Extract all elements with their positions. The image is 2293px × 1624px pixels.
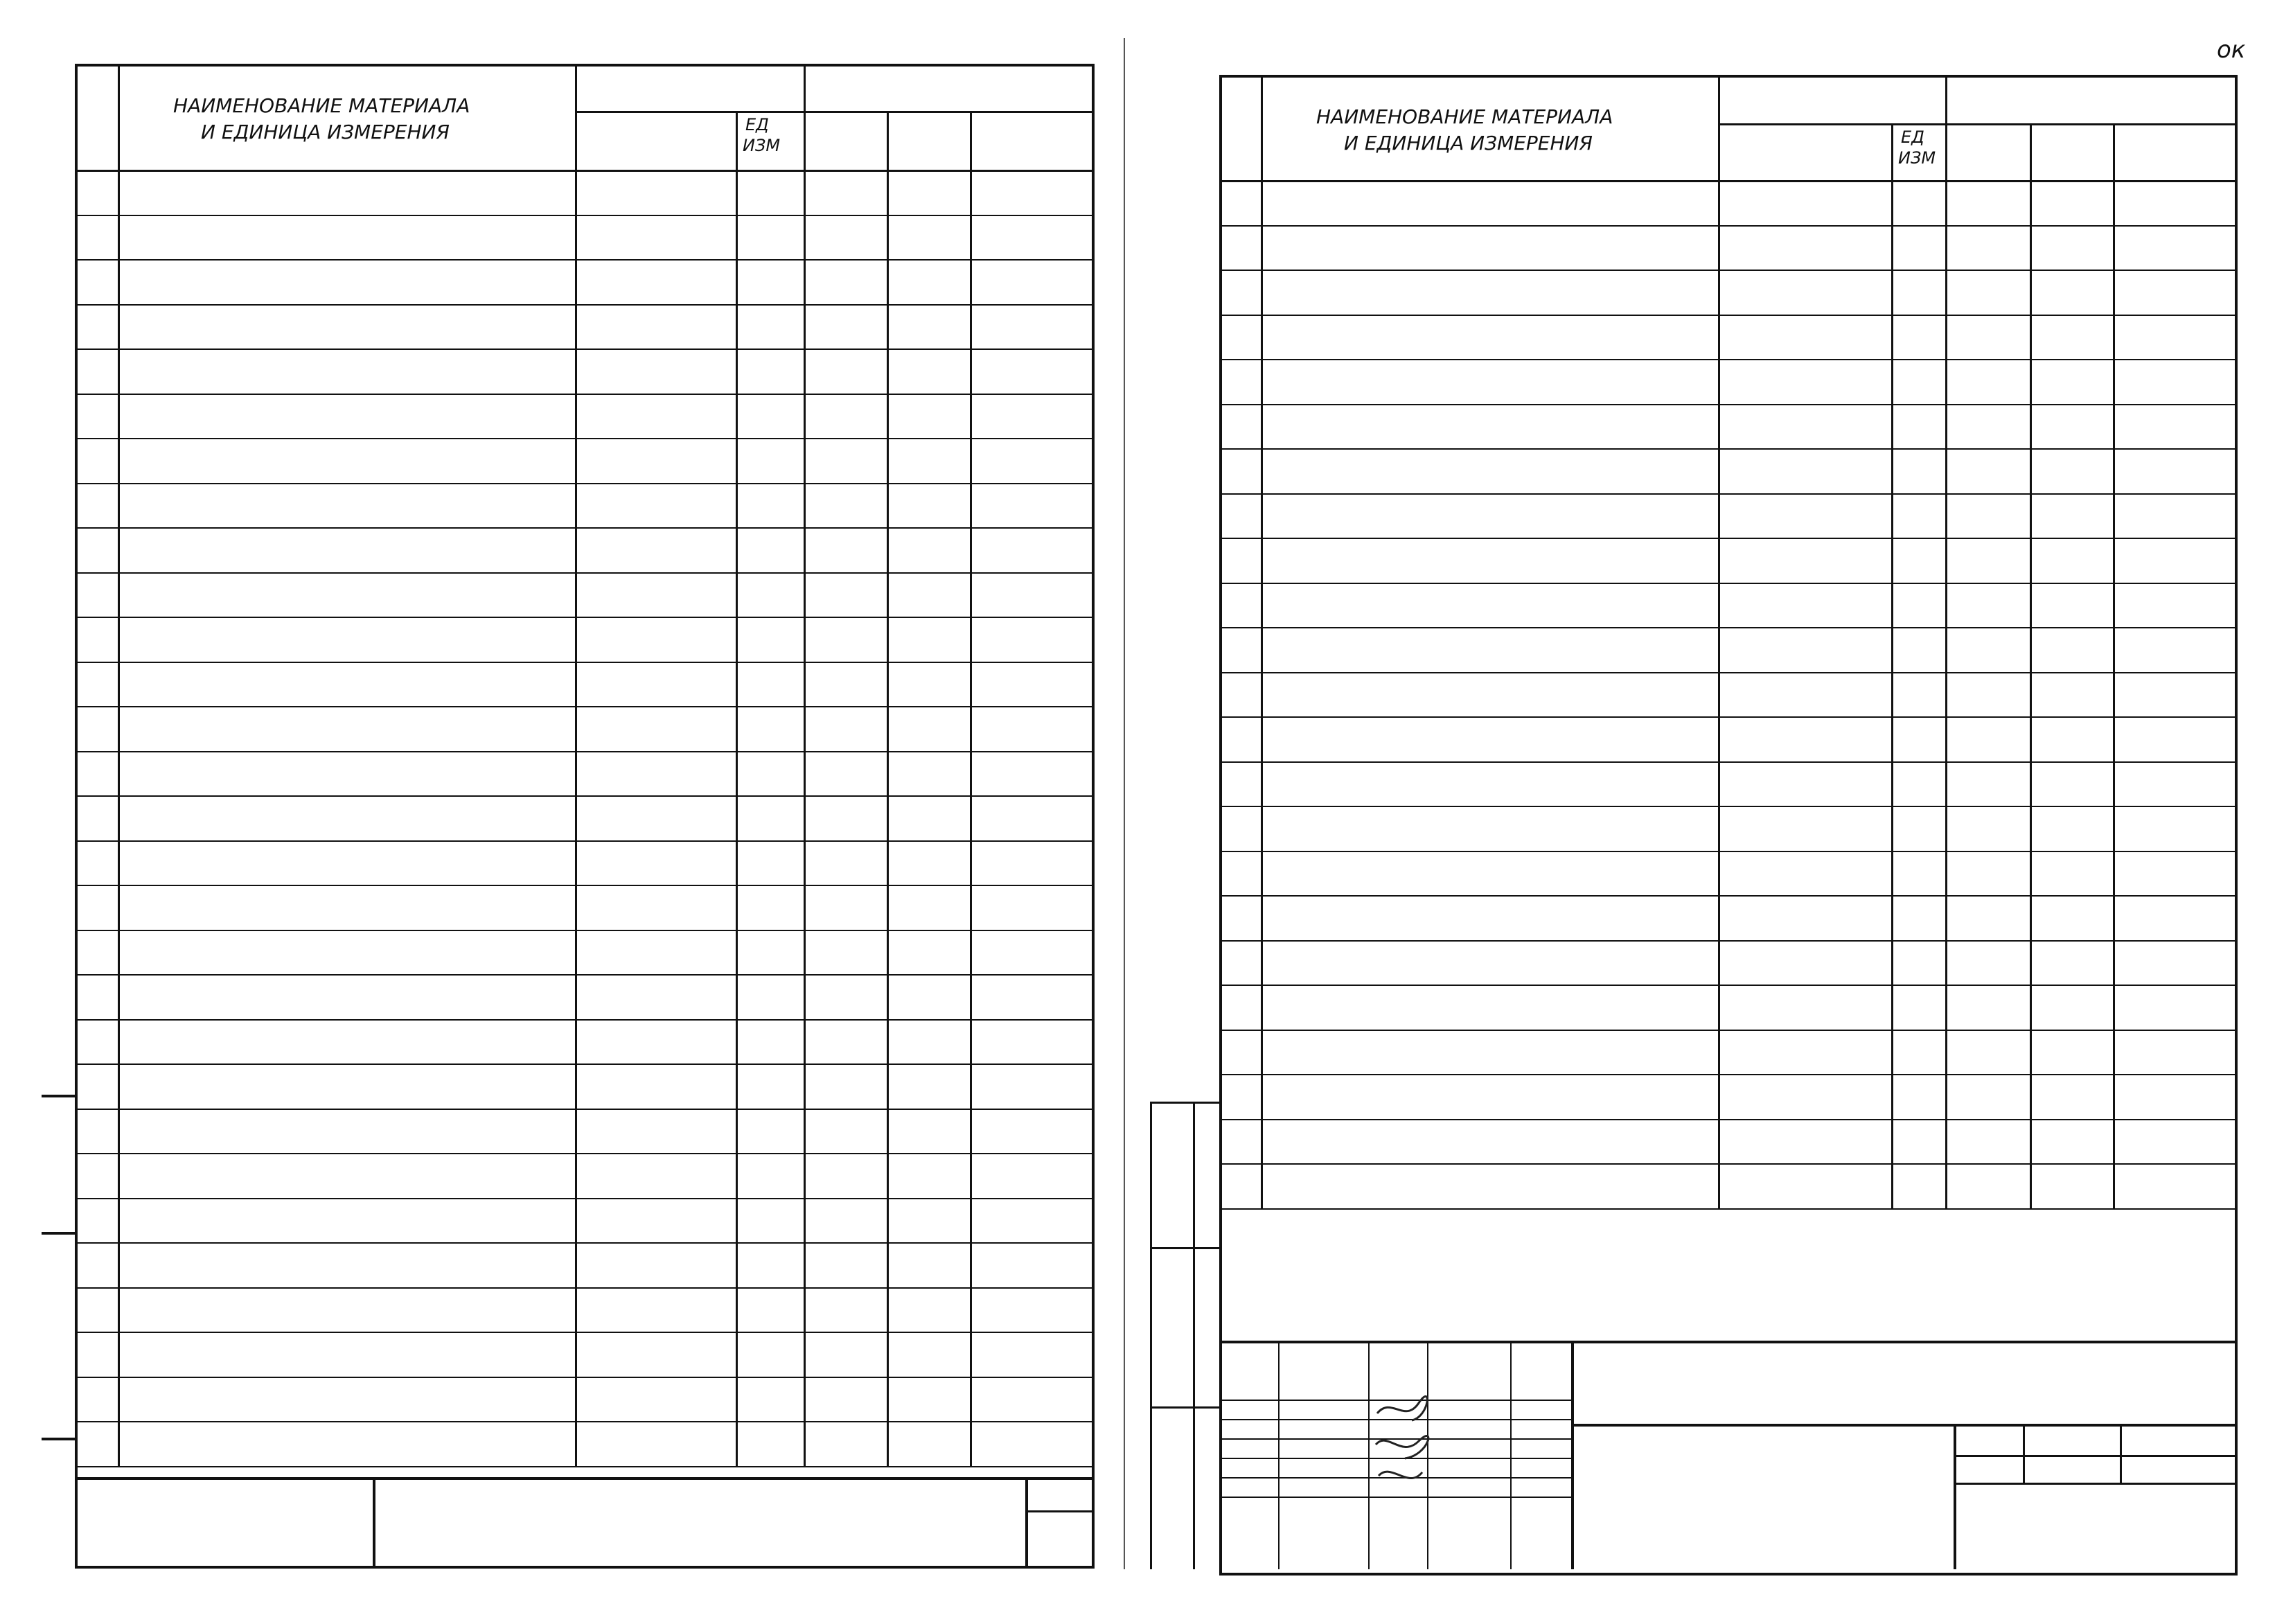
corner-mark: ок	[2217, 36, 2246, 64]
grid-line-h	[75, 348, 1095, 350]
grid-line-h	[1219, 448, 2238, 450]
grid-line-h	[575, 111, 1095, 113]
grid-line-h	[1219, 1163, 2238, 1165]
grid-line-h	[1219, 851, 2238, 852]
grid-line-h	[1150, 1102, 1219, 1104]
grid-line-h	[75, 527, 1095, 529]
grid-line-v	[2113, 123, 2115, 1208]
grid-line-v	[1891, 123, 1893, 1208]
handwritten-signatures	[1370, 1393, 1433, 1497]
grid-line-h	[75, 215, 1095, 216]
margin-tick	[42, 1095, 76, 1097]
grid-line-v	[575, 64, 577, 1466]
grid-line-h	[1219, 1030, 2238, 1031]
grid-line-h	[75, 1109, 1095, 1110]
center-fold-line	[1124, 38, 1125, 1569]
grid-line-h	[1219, 180, 2238, 182]
grid-line-v	[2030, 123, 2032, 1208]
header-name: НАИМЕНОВАНИЕ МАТЕРИАЛА	[173, 94, 470, 117]
grid-line-h	[1219, 806, 2238, 807]
grid-line-v	[804, 64, 806, 1466]
grid-line-h	[75, 617, 1095, 618]
grid-line-h	[75, 304, 1095, 306]
grid-line-h	[75, 885, 1095, 886]
grid-line-v	[1261, 75, 1263, 1208]
grid-line-v	[1278, 1341, 1280, 1569]
grid-line-h	[1219, 583, 2238, 584]
grid-line-h	[1219, 672, 2238, 673]
margin-tick	[42, 1438, 76, 1440]
grid-line-h	[75, 572, 1095, 574]
grid-line-h	[75, 1332, 1095, 1333]
grid-line-h	[75, 1477, 1095, 1480]
grid-line-h	[1219, 627, 2238, 628]
grid-line-v	[1954, 1424, 1956, 1569]
grid-line-h	[75, 1466, 1095, 1467]
grid-line-h	[1219, 225, 2238, 227]
grid-line-h	[1718, 123, 2238, 125]
header-unit: ЕД	[1901, 127, 1924, 147]
grid-line-v	[373, 1477, 375, 1569]
grid-line-h	[75, 974, 1095, 976]
grid-line-h	[75, 662, 1095, 663]
grid-line-h	[75, 394, 1095, 395]
grid-line-h	[1219, 940, 2238, 942]
grid-line-h	[1219, 761, 2238, 763]
grid-line-v	[1945, 75, 1947, 1208]
grid-line-h	[1025, 1510, 1095, 1512]
grid-line-v	[118, 64, 120, 1466]
grid-line-h	[75, 1019, 1095, 1021]
grid-line-v	[887, 111, 889, 1466]
header-unit: ЕД	[745, 115, 769, 134]
grid-line-h	[1219, 493, 2238, 495]
grid-line-h	[75, 483, 1095, 484]
grid-line-h	[1219, 985, 2238, 986]
grid-line-h	[1571, 1424, 2238, 1427]
grid-line-h	[1219, 1341, 2238, 1343]
grid-line-h	[1219, 359, 2238, 360]
grid-line-h	[75, 1198, 1095, 1199]
grid-line-h	[75, 1421, 1095, 1422]
grid-line-v	[1193, 1102, 1195, 1569]
grid-line-h	[75, 795, 1095, 797]
grid-line-h	[1954, 1483, 2238, 1485]
grid-line-h	[1219, 404, 2238, 405]
grid-line-h	[75, 1287, 1095, 1289]
grid-line-v	[2120, 1424, 2122, 1483]
grid-line-h	[1150, 1406, 1219, 1409]
grid-line-h	[75, 259, 1095, 261]
grid-line-h	[1954, 1455, 2238, 1457]
grid-line-h	[75, 1063, 1095, 1065]
grid-line-h	[75, 1377, 1095, 1378]
header-unit-2: ИЗМ	[743, 136, 781, 155]
grid-line-h	[75, 170, 1095, 172]
grid-line-h	[1219, 538, 2238, 539]
header-unit-2: ИЗМ	[1898, 148, 1936, 168]
grid-line-h	[75, 438, 1095, 439]
grid-line-h	[75, 751, 1095, 752]
grid-line-h	[1219, 1119, 2238, 1120]
grid-line-v	[1571, 1341, 1574, 1569]
grid-line-v	[970, 111, 972, 1466]
grid-line-h	[75, 840, 1095, 842]
grid-line-h	[75, 706, 1095, 707]
header-name-unit: И ЕДИНИЦА ИЗМЕРЕНИЯ	[201, 121, 450, 143]
header-name: НАИМЕНОВАНИЕ МАТЕРИАЛА	[1316, 105, 1613, 128]
grid-line-v	[1718, 75, 1720, 1208]
grid-line-h	[75, 1153, 1095, 1154]
header-name-unit: И ЕДИНИЦА ИЗМЕРЕНИЯ	[1344, 132, 1593, 155]
grid-line-h	[1219, 716, 2238, 718]
grid-line-v	[1368, 1341, 1370, 1569]
grid-line-v	[1025, 1477, 1028, 1569]
margin-tick	[42, 1232, 76, 1235]
grid-line-h	[1219, 315, 2238, 316]
grid-line-v	[2023, 1424, 2025, 1483]
grid-line-v	[1510, 1341, 1512, 1569]
grid-line-h	[75, 930, 1095, 931]
grid-line-h	[1219, 1074, 2238, 1075]
grid-line-h	[1219, 1208, 2238, 1210]
grid-line-h	[1219, 1497, 1571, 1498]
grid-line-h	[1150, 1247, 1219, 1249]
grid-line-h	[1219, 270, 2238, 271]
grid-line-h	[75, 1242, 1095, 1244]
grid-line-v	[736, 111, 738, 1466]
grid-line-v	[1150, 1102, 1152, 1569]
grid-line-h	[1219, 895, 2238, 897]
